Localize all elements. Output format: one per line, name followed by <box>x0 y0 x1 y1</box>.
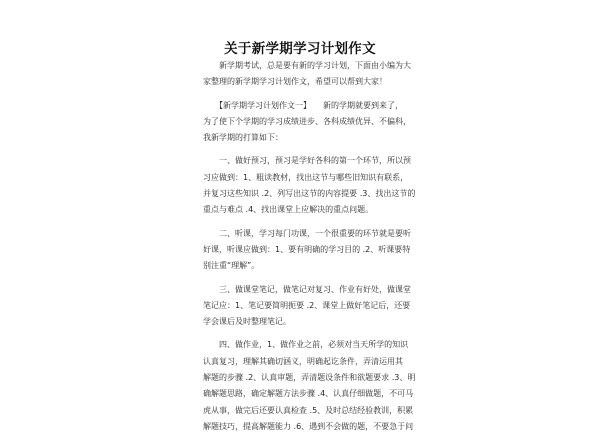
paragraph <box>203 153 416 218</box>
text-line: 并复习这些知识 .2、列写出这节的内容提要 .3、找出这节的 <box>203 189 416 199</box>
text-line: 重点与难点 .4、找出课堂上应解决的重点问题。 <box>203 205 374 215</box>
paragraph <box>203 226 411 275</box>
text-line: 我新学期的打算如下： <box>203 133 283 143</box>
text-line: 别注重“理解”。 <box>203 261 260 271</box>
document-title: 关于新学期学习计划作文 <box>224 41 376 57</box>
text-line: 好课，听课应做到：1、要有明确的学习目的 .2、听课要特 <box>203 244 411 254</box>
text-line: 一、做好预习，预习是学好各科的第一个环节，所以预 <box>203 156 411 166</box>
text-line: 笔记应：1、笔记要简明扼要 .2、课堂上做好笔记后，还要 <box>203 300 411 310</box>
text-line: 认真复习，理解其确切涵义，明确起讫条件，弄清运用其 <box>203 356 403 366</box>
text-line: 为了使下个学期的学习成绩进步、各科成绩优异、不偏科， <box>203 116 411 126</box>
paragraph-gap <box>203 91 403 98</box>
text-line: 学会课后及时整理笔记。 <box>203 317 291 327</box>
paragraph-gap <box>203 146 403 153</box>
document-body <box>203 58 416 435</box>
text-line: 确解题思路，确定解题方法步骤 .4、认真仔细做题，不可马 <box>203 389 414 399</box>
text-line: 二、听课，学习每门功课，一个很重要的环节就是要听 <box>203 228 411 238</box>
text-line: 解题的步骤 .2、认真审题，弄清题设条件和欲题要求 .3、明 <box>203 373 416 383</box>
text-line: 虎从事，做完后还要认真检查 .5、及时总结经验教训，积累 <box>203 405 414 415</box>
paragraph <box>203 98 411 147</box>
paragraph-gap <box>203 330 403 337</box>
text-line: 【新学期学习计划作文一】 新的学期就要到来了， <box>203 100 403 110</box>
text-line: 习应做到：1、粗读教材，找出这节与哪些旧知识有联系， <box>203 172 409 182</box>
paragraph <box>203 337 416 435</box>
paragraph-gap <box>203 275 403 282</box>
text-line: 四、做作业，1、做作业之前，必须对当天所学的知识 <box>203 340 409 350</box>
text-line: 家整理的新学期学习计划作文，希望可以帮到大家！ <box>203 77 387 87</box>
text-line: 解题技巧，提高解题能力 .6、遇到不会做的题，不要急于问 <box>203 421 414 431</box>
text-line: 新学期考试，总是要有新的学习计划，下面由小编为大 <box>203 61 411 70</box>
paragraph <box>203 282 411 331</box>
text-line: 三、做课堂笔记，做笔记对复习、作业有好处，做课堂 <box>203 284 411 294</box>
paragraph <box>203 58 411 91</box>
paragraph-gap <box>203 219 403 226</box>
